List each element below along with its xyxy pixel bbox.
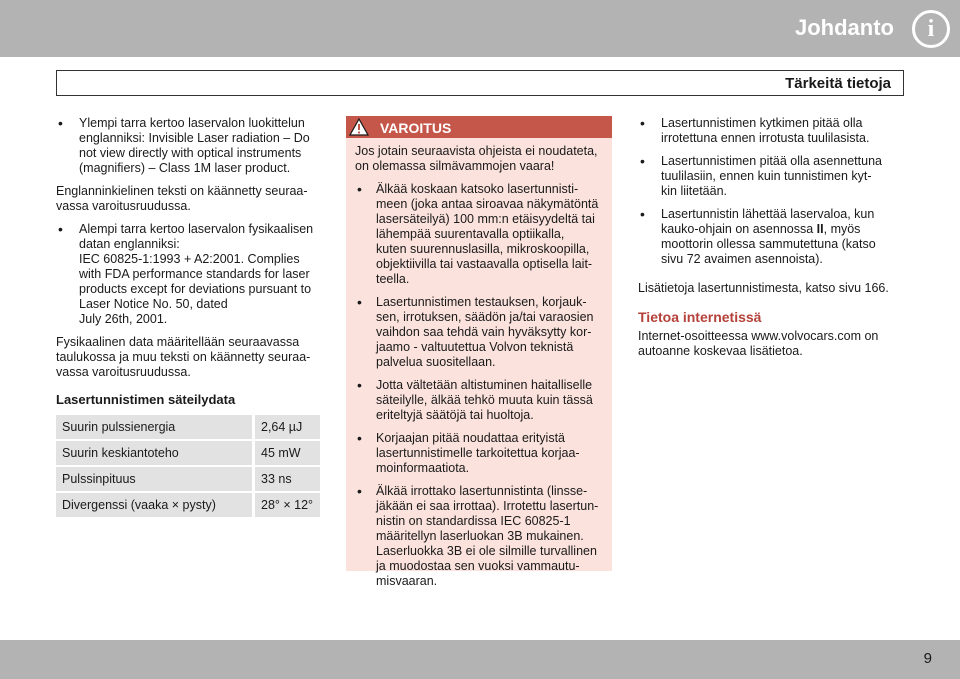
text-line: sen, irrotuksen, säädön ja/tai varaosien [376,310,594,324]
list-item [355,431,604,476]
text-line: • Korjaajan pitää noudattaa erityistä [376,431,566,445]
text-line: with FDA performance standards for laser [79,267,310,281]
text-line: • Lasertunnistimen pitää olla asennettuna [661,154,882,168]
paragraph [56,184,324,214]
text-line: vaihdon saa tehdä vain hyväksytty kor- [376,325,592,339]
list-item [355,378,604,423]
text-line: on olemassa silmävammojen vaara! [355,159,555,173]
text-line: misvaaran. [376,574,438,588]
internet-heading: Tietoa internetissä [638,309,762,325]
warning-header [346,116,612,138]
text-line: Jos jotain seuraavista ohjeista ei noudateta, [355,144,598,158]
table-cell-label: Pulssinpituus [56,467,252,491]
warning-list [355,182,604,589]
cross-reference: Lisätietoja lasertunnistimesta, katso sivu 166. [638,281,889,295]
text-line: Laser Notice No. 50, dated [79,297,228,311]
table-title: Lasertunnistimen säteilydata [56,392,236,407]
text-line: määritellyn laserluokan 3B mukainen. [376,529,584,543]
text-line: July 26th, 2001. [79,312,168,326]
text-line: irrotettuna ennen irrotusta tuulilasista. [661,131,870,145]
table-cell-label: Divergenssi (vaaka × pysty) [56,493,252,517]
text-line: moottorin ollessa sammutettuna (katso [661,237,876,251]
text-line: säteilylle, älkää tehkö muuta kuin tässä [376,393,593,407]
text-line: • Älkää irrottako lasertunnistinta (linsse- [376,484,588,498]
text-line: palvelua suositellaan. [376,355,496,369]
warning-intro [355,144,604,174]
text-line: • Älkää koskaan katsoko lasertunnisti- [376,182,579,196]
paragraph [56,335,324,380]
text-line: vassa varoitusruudussa. [56,199,191,213]
text-line: products except for deviations pursuant to [79,282,312,296]
text-line: lähempää suurentavalla optiikalla, [376,227,565,241]
table-cell-label: Suurin pulssienergia [56,415,252,439]
text-fragment: kauko-ohjain on asennossa [661,222,817,236]
radiation-data-table [56,413,320,519]
text-line: • Lasertunnistin lähettää laservaloa, kun [661,207,875,221]
text-line: sivu 72 avaimen asennoista). [661,252,823,266]
chapter-title: Johdanto [795,15,894,40]
table-cell-value: 28° × 12° [252,493,320,517]
text-line: not view directly with optical instruments [79,146,302,160]
table-row [56,467,320,491]
table-cell-value: 2,64 µJ [252,415,320,439]
text-line: • Lasertunnistimen kytkimen pitää olla [661,116,863,130]
text-line: kuten suurennuslasilla, mikroskoopilla, [376,242,590,256]
text-line: • Alempi tarra kertoo laservalon fysikaalisen [79,222,314,236]
list-item [355,182,604,287]
list-item [638,154,904,199]
list-item [56,222,324,327]
text-line: Fysikaalinen data määritellään seuraavassa [56,335,300,349]
list-item [355,295,604,370]
text-line: jäkään ei saa irrottaa). Irrotettu lasertun- [376,499,599,513]
warning-body [346,138,612,589]
text-fragment: , myös [823,222,861,236]
section-heading-box [56,70,904,96]
text-line: taulukossa ja muu teksti on käännetty seuraa- [56,350,311,364]
label-list-upper [56,116,324,176]
text-line: tuulilasiin, ennen kuin tunnistimen kyt- [661,169,872,183]
warning-title: VAROITUS [380,120,452,136]
text-line: lasersäteilyä) 100 mm:n etäisyydeltä tai [376,212,595,226]
text-line: eriteltyjä säätöjä tai huoltoja. [376,408,534,422]
text-line [661,222,904,237]
key-position-label: II [816,222,824,236]
list-item [56,116,324,176]
list-item [638,116,904,146]
text-line: • Lasertunnistimen testauksen, korjauk- [376,295,587,309]
text-line: (magnifiers) – Class 1M laser product. [79,161,291,175]
text-line: moinformaatiota. [376,461,470,475]
header-bar [0,0,960,57]
warning-triangle-icon [349,118,369,136]
footer-bar [0,640,960,679]
text-line: meen (joka antaa siroavaa näkymätöntä [376,197,599,211]
table-row [56,493,320,517]
section-title: Tärkeitä tietoja [785,75,891,92]
right-list [638,116,904,267]
table-cell-label: Suurin keskiantoteho [56,441,252,465]
table-row [56,441,320,465]
page-number: 9 [923,650,932,667]
text-line: teella. [376,272,410,286]
text-line: kin liitetään. [661,184,728,198]
text-line: Internet-osoitteessa www.volvocars.com on [638,329,879,343]
text-line: ja muodostaa sen vuoksi vammautu- [376,559,580,573]
table-row [56,415,320,439]
warning-box [346,116,612,588]
text-line: Englanninkielinen teksti on käännetty seuraa- [56,184,308,198]
info-icon: i [912,10,950,48]
text-line: nistin on standardissa IEC 60825-1 [376,514,571,528]
list-item [355,484,604,589]
right-column [638,116,904,367]
left-column [56,116,324,519]
text-line: • Jotta vältetään altistuminen haitalliselle [376,378,593,392]
internet-paragraph [638,329,904,359]
text-line: datan englanniksi: [79,237,180,251]
text-line: • Ylempi tarra kertoo laservalon luokittelun [79,116,305,130]
text-line: autoanne koskevaa lisätietoa. [638,344,803,358]
list-item [638,207,904,267]
text-line: jaamo - valtuutettua Volvon teknistä [376,340,574,354]
text-line: englanniksi: Invisible Laser radiation – Do [79,131,310,145]
text-line: IEC 60825-1:1993 + A2:2001. Complies [79,252,300,266]
text-line: vassa varoitusruudussa. [56,365,191,379]
text-line: Laserluokka 3B ei ole silmille turvallinen [376,544,597,558]
label-list-lower [56,222,324,327]
text-line: lasertunnistimelle tarkoitettua korjaa- [376,446,580,460]
table-cell-value: 33 ns [252,467,320,491]
table-cell-value: 45 mW [252,441,320,465]
text-line: objektiivilla tai vastaavalla optisella lait- [376,257,593,271]
